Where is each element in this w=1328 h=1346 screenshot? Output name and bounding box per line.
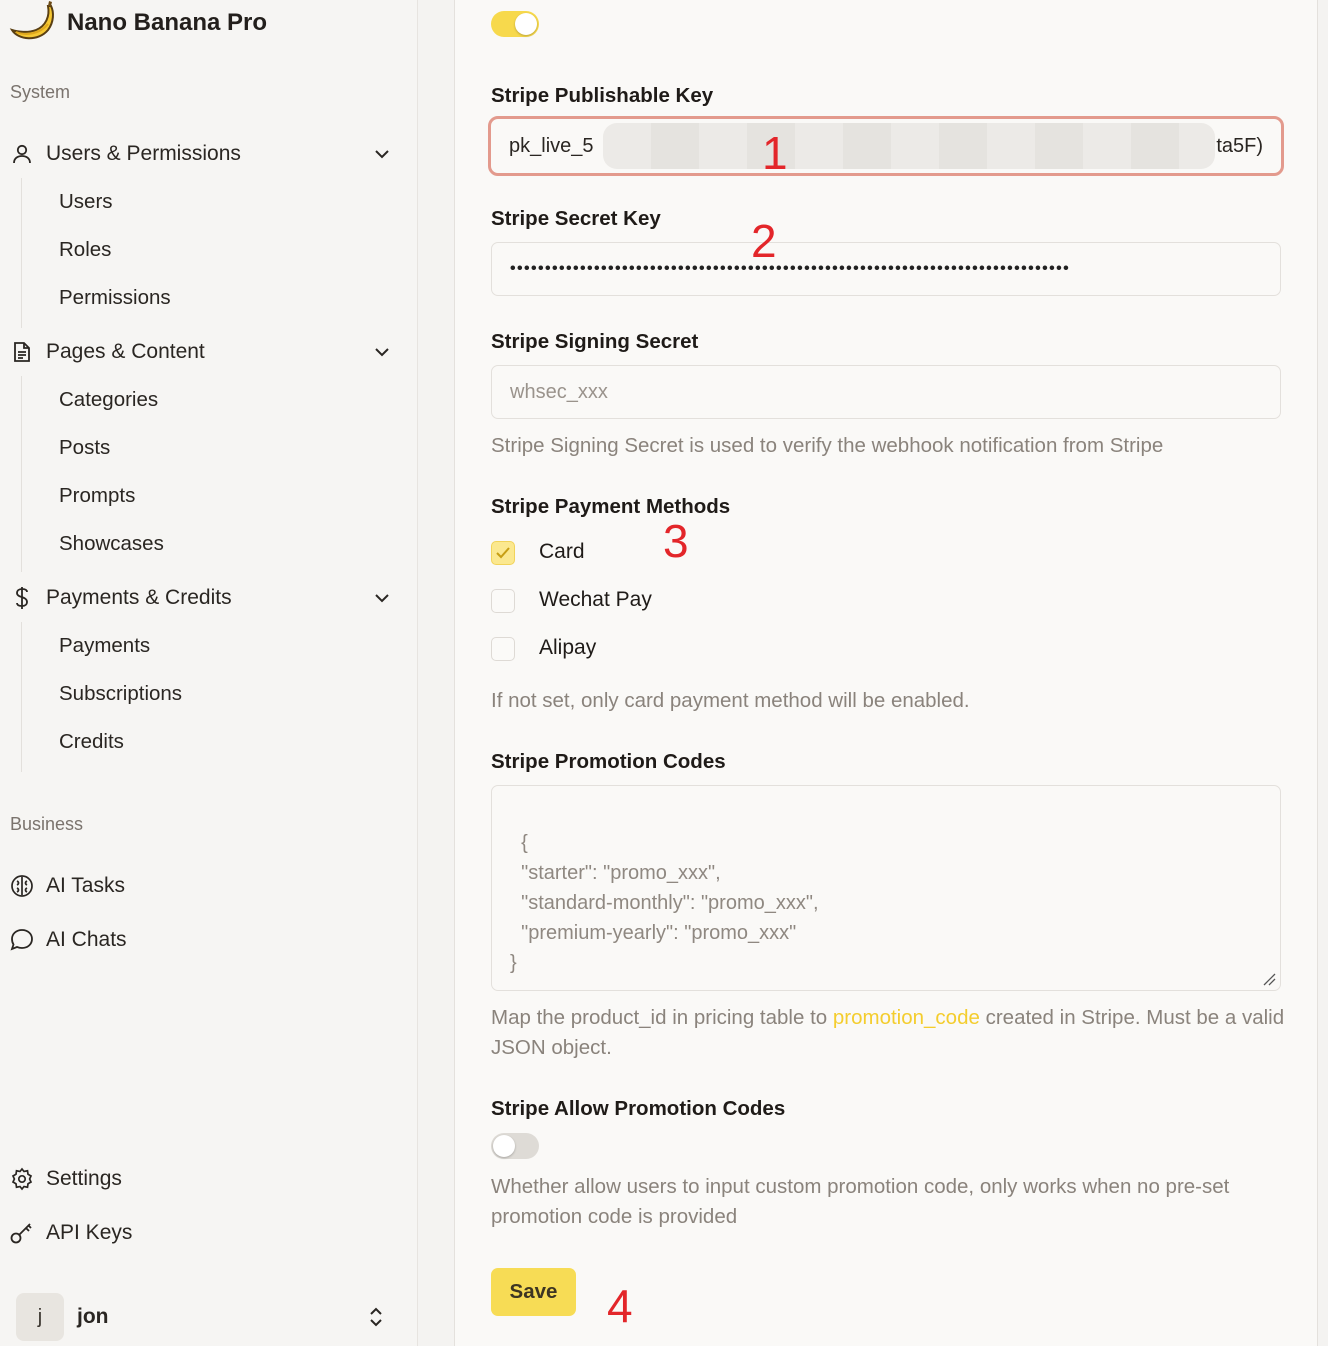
resize-handle-icon[interactable]	[1262, 972, 1276, 986]
subtree-line	[21, 376, 22, 572]
gear-icon	[10, 1167, 34, 1191]
chevron-up-down-icon[interactable]	[366, 1305, 386, 1329]
alipay-checkbox[interactable]	[491, 637, 515, 661]
annotation-3: 3	[663, 515, 689, 567]
nav-categories[interactable]: Categories	[59, 388, 159, 411]
allow-promotion-codes-label: Stripe Allow Promotion Codes	[491, 1097, 786, 1120]
nav-ai-tasks-label: AI Tasks	[46, 874, 125, 897]
secret-key-label: Stripe Secret Key	[491, 207, 661, 230]
nav-ai-chats[interactable]	[10, 920, 394, 960]
dollar-icon	[10, 586, 34, 610]
nav-prompts[interactable]: Prompts	[59, 484, 136, 507]
publishable-key-value-start: pk_live_5	[509, 134, 594, 157]
nav-permissions[interactable]: Permissions	[59, 286, 171, 309]
user-menu[interactable]	[16, 1292, 392, 1342]
nav-users-permissions-label: Users & Permissions	[46, 142, 241, 165]
publishable-key-value-end: ta5F)	[1216, 134, 1263, 157]
user-name: jon	[77, 1305, 109, 1328]
nav-pages-content-label: Pages & Content	[46, 340, 205, 363]
sidebar	[0, 0, 418, 1346]
check-icon	[492, 542, 514, 564]
brand[interactable]	[8, 0, 267, 46]
nav-showcases[interactable]: Showcases	[59, 532, 164, 555]
promotion-codes-placeholder: { "starter": "promo_xxx", "standard-monthly": "promo_xxx", "premium-yearly": "promo_xxx" }	[510, 832, 819, 974]
promotion-codes-textarea[interactable]	[491, 785, 1281, 991]
nav-ai-tasks[interactable]	[10, 866, 394, 906]
secret-key-input[interactable]	[491, 242, 1281, 296]
chevron-down-icon[interactable]	[372, 144, 392, 164]
annotation-4: 4	[607, 1280, 633, 1332]
card-label[interactable]: Card	[539, 540, 585, 563]
group-label-system: System	[10, 82, 71, 102]
group-label-business: Business	[10, 814, 84, 834]
nav-settings-label: Settings	[46, 1167, 122, 1190]
annotation-1: 1	[762, 127, 788, 179]
key-icon	[10, 1221, 34, 1245]
allow-promotion-codes-help: Whether allow users to input custom promotion code, only works when no pre-set promotion code is provided	[491, 1175, 1230, 1228]
user-icon	[10, 142, 34, 166]
document-icon	[10, 340, 34, 364]
nav-ai-chats-label: AI Chats	[46, 928, 127, 951]
wechat-pay-label[interactable]: Wechat Pay	[539, 588, 652, 611]
promotion-codes-help-before: Map the product_id in pricing table to	[491, 1006, 833, 1029]
subtree-line	[21, 622, 22, 772]
stripe-enabled-toggle[interactable]	[491, 11, 539, 37]
signing-secret-help: Stripe Signing Secret is used to verify the webhook notification from Stripe	[491, 434, 1164, 457]
chevron-down-icon[interactable]	[372, 342, 392, 362]
secret-key-masked-value: ••••••••••••••••••••••••••••••••••••••••••••••••••••••••••••••••••••••••••••••••	[510, 260, 1071, 277]
payment-methods-label: Stripe Payment Methods	[491, 495, 731, 518]
publishable-key-label: Stripe Publishable Key	[491, 84, 714, 107]
annotation-2: 2	[751, 215, 777, 267]
promotion-codes-help-after: created in Stripe. Must be a valid JSON object.	[491, 1006, 1285, 1059]
brand-name: Nano Banana Pro	[67, 9, 268, 36]
signing-secret-input[interactable]	[491, 365, 1281, 419]
nav-settings[interactable]	[10, 1159, 394, 1199]
promotion-code-link[interactable]: promotion_code	[832, 1006, 980, 1029]
nav-payments[interactable]: Payments	[59, 634, 151, 657]
wechat-pay-checkbox[interactable]	[491, 589, 515, 613]
subtree-line	[21, 178, 22, 328]
chevron-down-icon[interactable]	[372, 588, 392, 608]
nav-api-keys[interactable]	[10, 1213, 394, 1253]
nav-roles[interactable]: Roles	[59, 238, 112, 261]
brain-icon	[10, 874, 34, 898]
redaction-blur	[603, 123, 1215, 169]
signing-secret-placeholder: whsec_xxx	[510, 380, 608, 403]
nav-subscriptions[interactable]: Subscriptions	[59, 682, 183, 705]
promotion-codes-help	[491, 1003, 1291, 1063]
payment-methods-help: If not set, only card payment method will be enabled.	[491, 689, 970, 712]
settings-panel	[454, 0, 1318, 1346]
toggle-knob	[493, 1135, 515, 1157]
toggle-knob	[515, 13, 537, 35]
publishable-key-input[interactable]	[488, 116, 1284, 176]
card-checkbox[interactable]	[491, 541, 515, 565]
nav-api-keys-label: API Keys	[46, 1221, 133, 1244]
nav-pages-content[interactable]	[10, 332, 394, 372]
allow-promotion-codes-toggle[interactable]	[491, 1133, 539, 1159]
nav-payments-credits[interactable]	[10, 578, 394, 618]
nav-users-permissions[interactable]	[10, 134, 394, 174]
signing-secret-label: Stripe Signing Secret	[491, 330, 699, 353]
nav-credits[interactable]: Credits	[59, 730, 124, 753]
alipay-label[interactable]: Alipay	[539, 636, 597, 659]
banana-logo-icon	[8, 0, 56, 46]
avatar: j	[16, 1293, 64, 1341]
nav-users[interactable]: Users	[59, 190, 113, 213]
promotion-codes-label: Stripe Promotion Codes	[491, 750, 726, 773]
save-button[interactable]: Save	[491, 1268, 576, 1316]
nav-payments-credits-label: Payments & Credits	[46, 586, 232, 609]
nav-posts[interactable]: Posts	[59, 436, 111, 459]
chat-bubble-icon	[10, 928, 34, 952]
